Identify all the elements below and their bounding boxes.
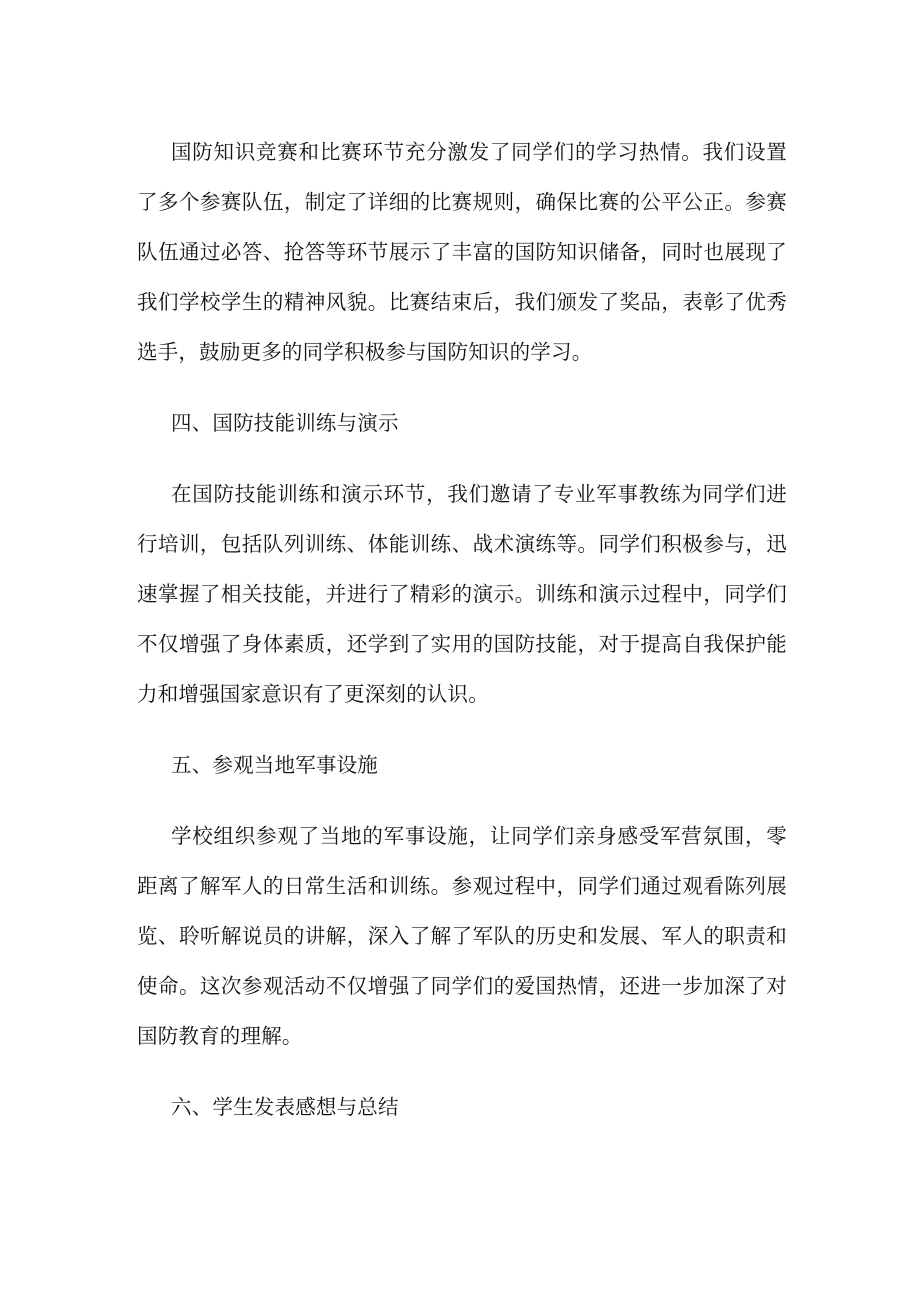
section-heading-4: 四、国防技能训练与演示	[171, 411, 399, 435]
spacer	[137, 448, 787, 469]
document-body	[137, 127, 787, 1132]
spacer	[137, 1061, 787, 1082]
section-heading-5: 五、参观当地军事设施	[171, 753, 378, 777]
spacer	[137, 790, 787, 811]
spacer	[137, 719, 787, 740]
spacer	[137, 377, 787, 398]
paragraph-military-visit: 学校组织参观了当地的军事设施，让同学们亲身感受军营氛围，零距离了解军人的日常生活和训练。参观过程中，同学们通过观看陈列展览、聆听解说员的讲解，深入了解了军队的历史和发展、军人的职责和使命。这次参观活动不仅增强了同学们的爱国热情，还进一步加深了对国防教育的理解。	[137, 824, 787, 1048]
section-heading-6: 六、学生发表感想与总结	[171, 1095, 399, 1119]
paragraph-knowledge-contest: 国防知识竞赛和比赛环节充分激发了同学们的学习热情。我们设置了多个参赛队伍，制定了详细的比赛规则，确保比赛的公平公正。参赛队伍通过必答、抢答等环节展示了丰富的国防知识储备，同时也展现了我们学校学生的精神风貌。比赛结束后，我们颁发了奖品，表彰了优秀选手，鼓励更多的同学积极参与国防知识的学习。	[137, 140, 787, 364]
paragraph-skills-training: 在国防技能训练和演示环节，我们邀请了专业军事教练为同学们进行培训，包括队列训练、体能训练、战术演练等。同学们积极参与，迅速掌握了相关技能，并进行了精彩的演示。训练和演示过程中，同学们不仅增强了身体素质，还学到了实用的国防技能，对于提高自我保护能力和增强国家意识有了更深刻的认识。	[137, 482, 787, 706]
